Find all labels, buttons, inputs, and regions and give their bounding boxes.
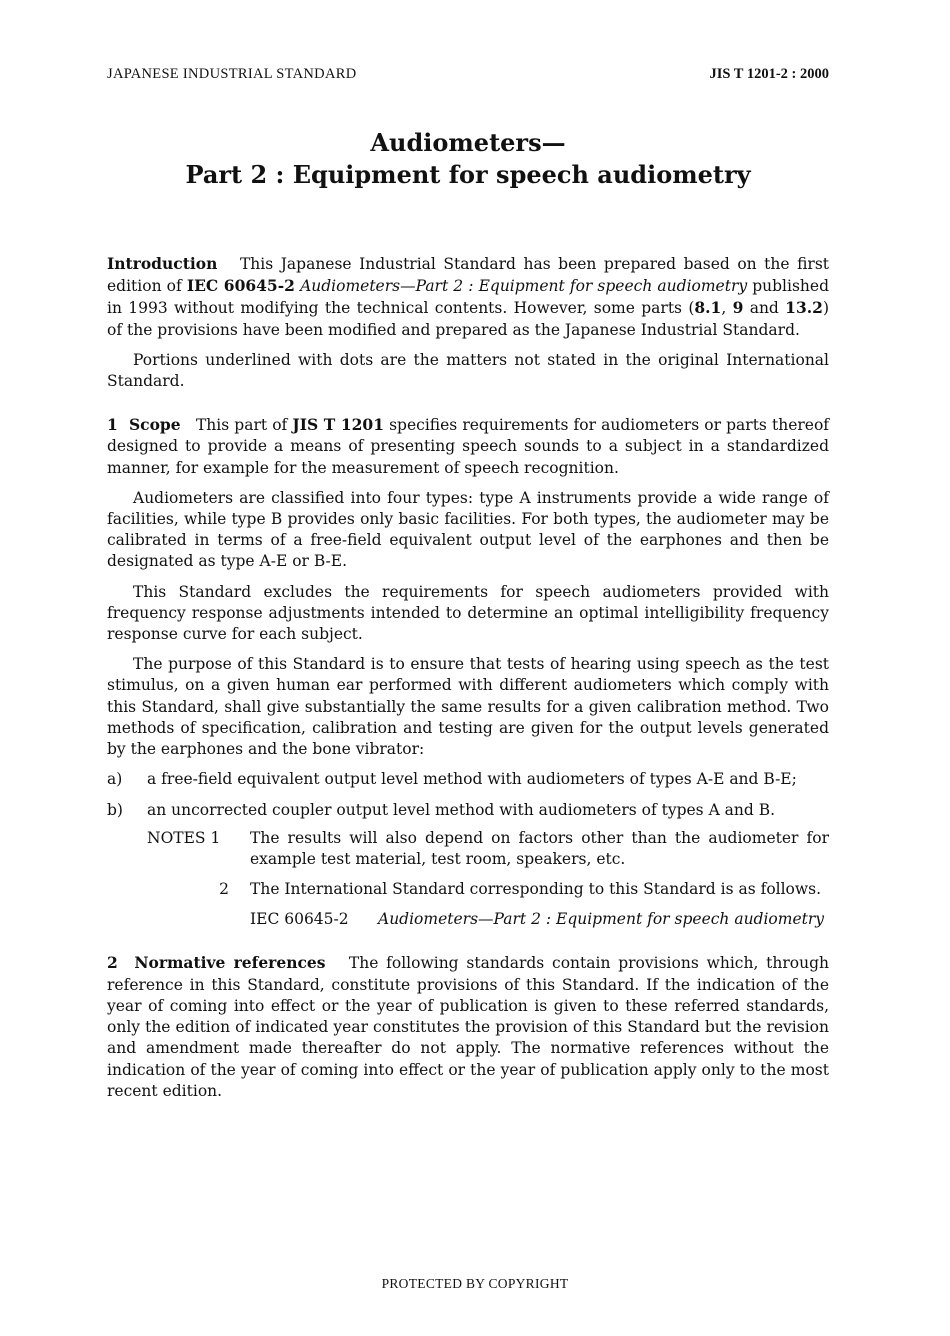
title-line-1: Audiometers— [370, 128, 566, 157]
intro-std-title: Audiometers—Part 2 : Equipment for speech audiometry [300, 277, 748, 296]
note-2 [147, 879, 829, 900]
scope-std-number: JIS T 1201 [292, 415, 384, 435]
list-item-label: a) [107, 770, 123, 789]
title-line-2: Part 2 : Equipment for speech audiometry [185, 160, 751, 189]
intro-paragraph: Introduction This Japanese Industrial Standard has been prepared based on the first edition of IEC 60645-2 Audiometers—Part 2 : Equipment for speech audiometry published in 1993 without modifying the technical contents. However, some parts (8.1, 9 and 13.2) of the provisions have been modified and prepared as the Japanese Industrial Standard. [107, 254, 830, 339]
scope-paragraph: 1 Scope This part of JIS T 1201 specifies requirements for audiometers or parts thereof designed to provide a means of presenting speech sounds to a subject in a standardized manner, for example for the measurement of speech recognition. [107, 415, 830, 477]
list-item-label: b) [107, 801, 123, 820]
note-2-text: The International Standard corresponding to this Standard is as follows. [250, 880, 822, 899]
iec-reference [250, 909, 829, 930]
normative-paragraph: 2 Normative references The following standards contain provisions which, through reference in this Standard, constitute provisions of this Standard. If the indication of the year of coming into effect or the year of publication is given to these referred standards, only the edition of indicated year constitutes the provision of this Standard but the revision and amendment made thereafter do not apply. The normative references without the indication of the year of coming into effect or the year of publication apply only to the most recent edition. [107, 953, 830, 1100]
note-2-label: 2 [219, 880, 229, 899]
header-standard-number: JIS T 1201-2 : 2000 [709, 66, 829, 82]
scope-paragraph-2: Audiometers are classified into four types: type A instruments provide a wide range of facilities, while type B provides only basic facilities. For both types, the audiometer may be calibrated in terms of a free-field equivalent output level of the earphones and then be designated as type A-E or B-E. [107, 488, 829, 571]
intro-std-number: IEC 60645-2 [186, 276, 295, 296]
copyright-footer: PROTECTED BY COPYRIGHT [381, 1276, 569, 1291]
header-standard-type: JAPANESE INDUSTRIAL STANDARD [107, 66, 357, 82]
list-item-text: a free-field equivalent output level method with audiometers of types A-E and B-E; [147, 770, 797, 789]
scope-paragraph-4: The purpose of this Standard is to ensure that tests of hearing using speech as the test stimulus, on a given human ear performed with different audiometers which comply with this Standard, shall give substantially the same results for a given calibration method. Two methods of specification, calibration and testing are given for the output levels generated by the earphones and the bone vibrator: [107, 655, 829, 759]
scope-paragraph-3: This Standard excludes the requirements for speech audiometers provided with frequency response adjustments intended to determine an optimal intelligibility frequency response curve for each subject. [107, 582, 829, 644]
notes-label: NOTES 1 [147, 828, 221, 847]
scope-heading: 1 Scope [107, 415, 181, 435]
iec-code: IEC 60645-2 [250, 910, 349, 929]
list-item [107, 769, 829, 790]
list-item [107, 800, 829, 821]
list-item-text: an uncorrected coupler output level method with audiometers of types A and B. [147, 801, 776, 820]
normative-heading: 2 Normative references [107, 953, 326, 973]
intro-paragraph-2: Portions underlined with dots are the matters not stated in the original International Standard. [107, 350, 829, 391]
notes-block [147, 828, 829, 901]
note-1 [147, 828, 829, 870]
intro-heading: Introduction [107, 254, 218, 273]
note-1-text: The results will also depend on factors other than the audiometer for example test material, test room, speakers, etc. [250, 828, 829, 868]
document-body [107, 253, 829, 1111]
iec-title: Audiometers—Part 2 : Equipment for speech audiometry [378, 910, 825, 929]
document-title [107, 127, 829, 191]
